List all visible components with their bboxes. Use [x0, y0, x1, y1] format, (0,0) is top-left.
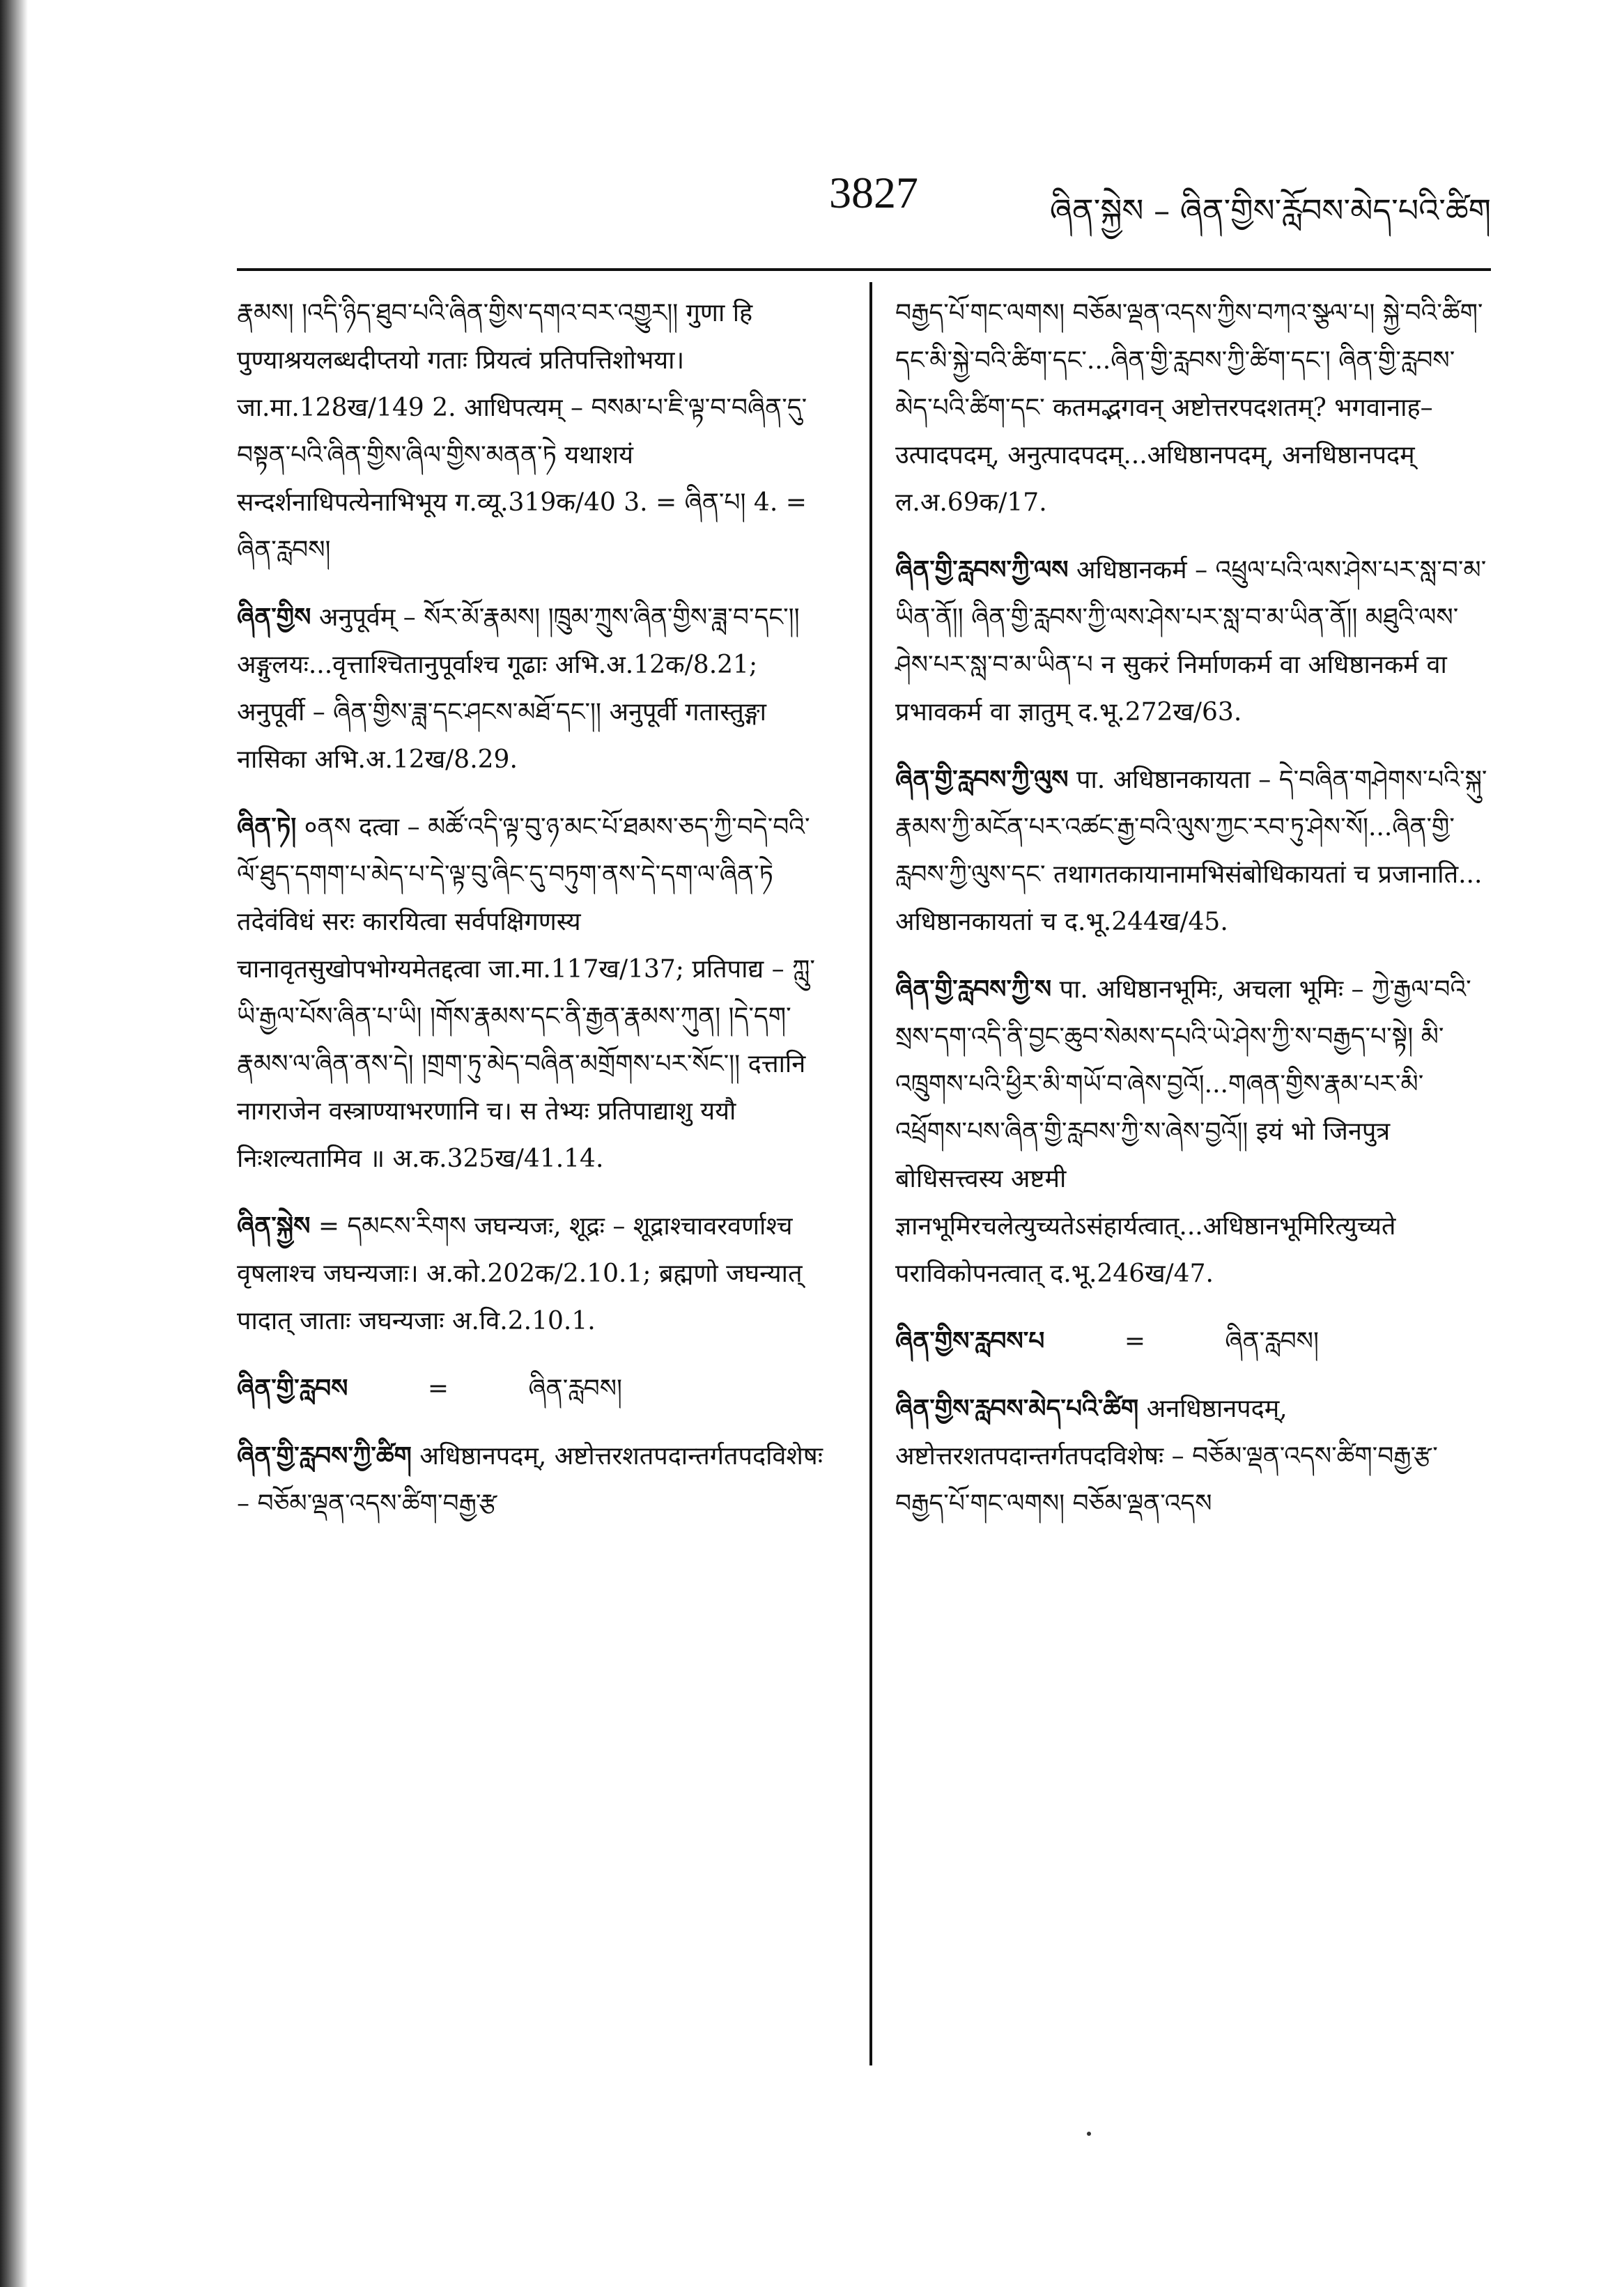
- scan-speck: [1087, 2132, 1091, 2136]
- running-head: ཞིན་སྐྱེས – ཞིན་གྱིས་རློབས་མེད་པའི་ཚིག: [1049, 192, 1491, 229]
- headword: ཞིན་སྐྱེས: [237, 1211, 311, 1241]
- page-number: 3827: [829, 168, 918, 217]
- entry-text: अनधिष्ठानपदम्, अष्टोत्तरशतपदान्तर्गतपदविशेषः – བཅོམ་ལྡན་འདས་ཚིག་བརྒྱ་རྩ་བརྒྱད་པོ་གང་ལགས། བཅོམ་ལྡན་འདས: [895, 1395, 1438, 1518]
- entry-text: རྣམས། །འདི་ཉིད་ཐུབ་པའི་ཞིན་གྱིས་དགའ་བར་འགྱུར།། गुणा हि पुण्याश्रयलब्धदीप्तयो गताः प्रियत्वं प्रतिपत्तिशोभया। जा.मा.128ख/149 2. आधिपत्यम् – བསམ་པ་ཇི་ལྟ་བ་བཞིན་དུ་བསྟན་པའི་ཞིན་གྱིས་ཞིལ་གྱིས་མནན་ཏེ यथाशयं सन्दर्शनाधिपत्येनाभिभूय ग.व्यू.319क/40 3. = ཞིན་པ། 4. = ཞིན་རླབས།: [237, 299, 807, 564]
- headword: ཞིན་གྱི་རླབས་ཀྱི་ལས: [895, 555, 1069, 584]
- entry: [237, 289, 829, 574]
- entry-text: = དམངས་རིགས जघन्यजः, शूद्रः – शूद्राश्चावरवर्णाश्च वृषलाश्च जघन्यजाः। अ.को.202क/2.10.1; ब्रह्मणो जघन्यात् पादात् जाताः जघन्यजाः अ.वि.2.10.1.: [237, 1212, 803, 1335]
- right-column: [895, 289, 1487, 1547]
- entry-text: अनुपूर्वम् – སོར་མོ་རྣམས། །ཁྲུམ་ཀྲུས་ཞིན་གྱིས་ཟླ་བ་དང་།། अङ्गुलयः...वृत्ताश्चितानुपूर्वाश्च गूढाः अभि.अ.12क/8.21; अनुपूर्वी – ཞིན་གྱིས་ཟླ་དང་ཤངས་མཐོ་དང་།། अनुपूर्वी गतास्तुङ्गा नासिका अभि.अ.12ख/8.29.: [237, 603, 800, 774]
- entry-text: अधिष्ठानकर्म – འཕྲུལ་པའི་ལས་ཤེས་པར་སླ་བ་མ་ཡིན་ནོ།། ཞིན་གྱི་རླབས་ཀྱི་ལས་ཤེས་པར་སླ་བ་མ་ཡིན་ནོ།། མཐུའི་ལས་ཤེས་པར་སླ་བ་མ་ཡིན་པ न सुकरं निर्माणकर्म वा अधिष्ठानकर्म वा प्रभावकर्म वा ज्ञातुम् द.भू.272ख/63.: [895, 556, 1487, 727]
- entry: [237, 594, 829, 784]
- headword: ཞིན་གྱི་རླབས་ཀྱི་ལུས: [895, 765, 1069, 794]
- headword: ཞིན་གྱི་རླབས་ཀྱི་ས: [895, 975, 1052, 1004]
- page-header: [237, 160, 1491, 237]
- headword: ཞིན་ཏེ།: [237, 812, 297, 842]
- column-divider: [869, 282, 872, 2065]
- headword: ཞིན་གྱིས་རླབས་པ: [895, 1326, 1045, 1356]
- entry: [237, 803, 829, 1183]
- headword: ཞིན་གྱི་རླབས་ཀྱི་ཚིག: [237, 1441, 412, 1471]
- entry-text: བརྒྱད་པོ་གང་ལགས། བཅོམ་ལྡན་འདས་ཀྱིས་བཀའ་སྩལ་པ། སྐྱེ་བའི་ཚིག་དང་མི་སྐྱེ་བའི་ཚིག་དང་...ཞིན་གྱི་རླབས་ཀྱི་ཚིག་དང་། ཞིན་གྱི་རླབས་མེད་པའི་ཚིག་དང་ कतमद्भगवन् अष्टोत्तरपदशतम्? भगवानाह–उत्पादपदम्, अनुत्पादपदम्...अधिष्ठानपदम्, अनधिष्ठानपदम् ल.अ.69क/17.: [895, 299, 1483, 517]
- entry: [237, 1432, 829, 1528]
- entry: [895, 966, 1487, 1298]
- entry-text: = ཞིན་རླབས།: [348, 1374, 623, 1403]
- header-rule: [237, 268, 1491, 271]
- entry: [895, 546, 1487, 736]
- entry: [895, 1317, 1487, 1365]
- entry: [895, 756, 1487, 946]
- entry-text: ०ནས दत्वा – མཚོ་འདི་ལྟ་བུ་ཉ་མང་པོ་ཐམས་ཅད་ཀྱི་བདེ་བའི་ལོ་ཐུད་དགག་པ་མེད་པ་དེ་ལྟ་བུ་ཞིང་དུ་བཏུག་ནས་དེ་དག་ལ་ཞིན་ཏེ तदेवंविधं सरः कारयित्वा सर्वपक्षिगणस्य चानावृतसुखोपभोग्यमेतद्दत्वा जा.मा.117ख/137; प्रतिपाद्य – ཀླུ་ཡི་རྒྱལ་པོས་ཞིན་པ་ཡི། །གོས་རྣམས་དང་ནི་རྒྱན་རྣམས་ཀུན། །དེ་དག་རྣམས་ལ་ཞིན་ནས་དེ། །གྲག་ཏུ་མེད་བཞིན་མགྲོགས་པར་སོང་།། दत्तानि नागराजेन वस्त्राण्याभरणानि च। स तेभ्यः प्रतिपाद्याशु ययौ निःशल्यतामिव ॥ अ.क.325ख/41.14.: [237, 813, 815, 1173]
- entry-text: अधिष्ठानपदम्, अष्टोत्तरशतपदान्तर्गतपदविशेषः – བཅོམ་ལྡན་འདས་ཚིག་བརྒྱ་རྩ: [237, 1442, 823, 1518]
- entry: [237, 1365, 829, 1413]
- entry-text: = ཞིན་རླབས།: [1044, 1327, 1319, 1356]
- left-column: [237, 289, 829, 1547]
- entry: [237, 1202, 829, 1345]
- entry-text: पा. अधिष्ठानकायता – དེ་བཞིན་གཤེགས་པའི་སྐུ་རྣམས་ཀྱི་མངོན་པར་འཚང་རྒྱ་བའི་ལུས་ཀྱང་རབ་ཏུ་ཤེས་སོ།...ཞིན་གྱི་རླབས་ཀྱི་ལུས་དང་ तथागतकायानामभिसंबोधिकायतां च प्रजानाति... अधिष्ठानकायतां च द.भू.244ख/45.: [895, 766, 1487, 936]
- headword: ཞིན་གྱིས: [237, 603, 311, 632]
- scan-edge: [0, 0, 28, 2287]
- headword: ཞིན་གྱི་རླབས: [237, 1374, 348, 1403]
- entry-text: पा. अधिष्ठानभूमिः, अचला भूमिः – ཀྱེ་རྒྱལ་བའི་སྲས་དག་འདི་ནི་བྱང་ཆུབ་སེམས་དཔའི་ཡེ་ཤེས་ཀྱི་ས་བརྒྱད་པ་སྟེ། མི་འཁྲུགས་པའི་ཕྱིར་མི་གཡོ་བ་ཞེས་བྱའོ།...གཞན་གྱིས་རྣམ་པར་མི་འཕྲོགས་པས་ཞིན་གྱི་རླབས་ཀྱི་ས་ཞེས་བྱའོ།། इयं भो जिनपुत्र बोधिसत्त्वस्य अष्टमी ज्ञानभूमिरचलेत्युच्यतेऽसंहार्यत्वात्...अधिष्ठानभूमिरित्युच्यते पराविकोपनत्वात् द.भू.246ख/47.: [895, 975, 1471, 1288]
- entry: [895, 1385, 1487, 1528]
- entry: [895, 289, 1487, 527]
- headword: ཞིན་གྱིས་རླབས་མེད་པའི་ཚིག: [895, 1394, 1139, 1423]
